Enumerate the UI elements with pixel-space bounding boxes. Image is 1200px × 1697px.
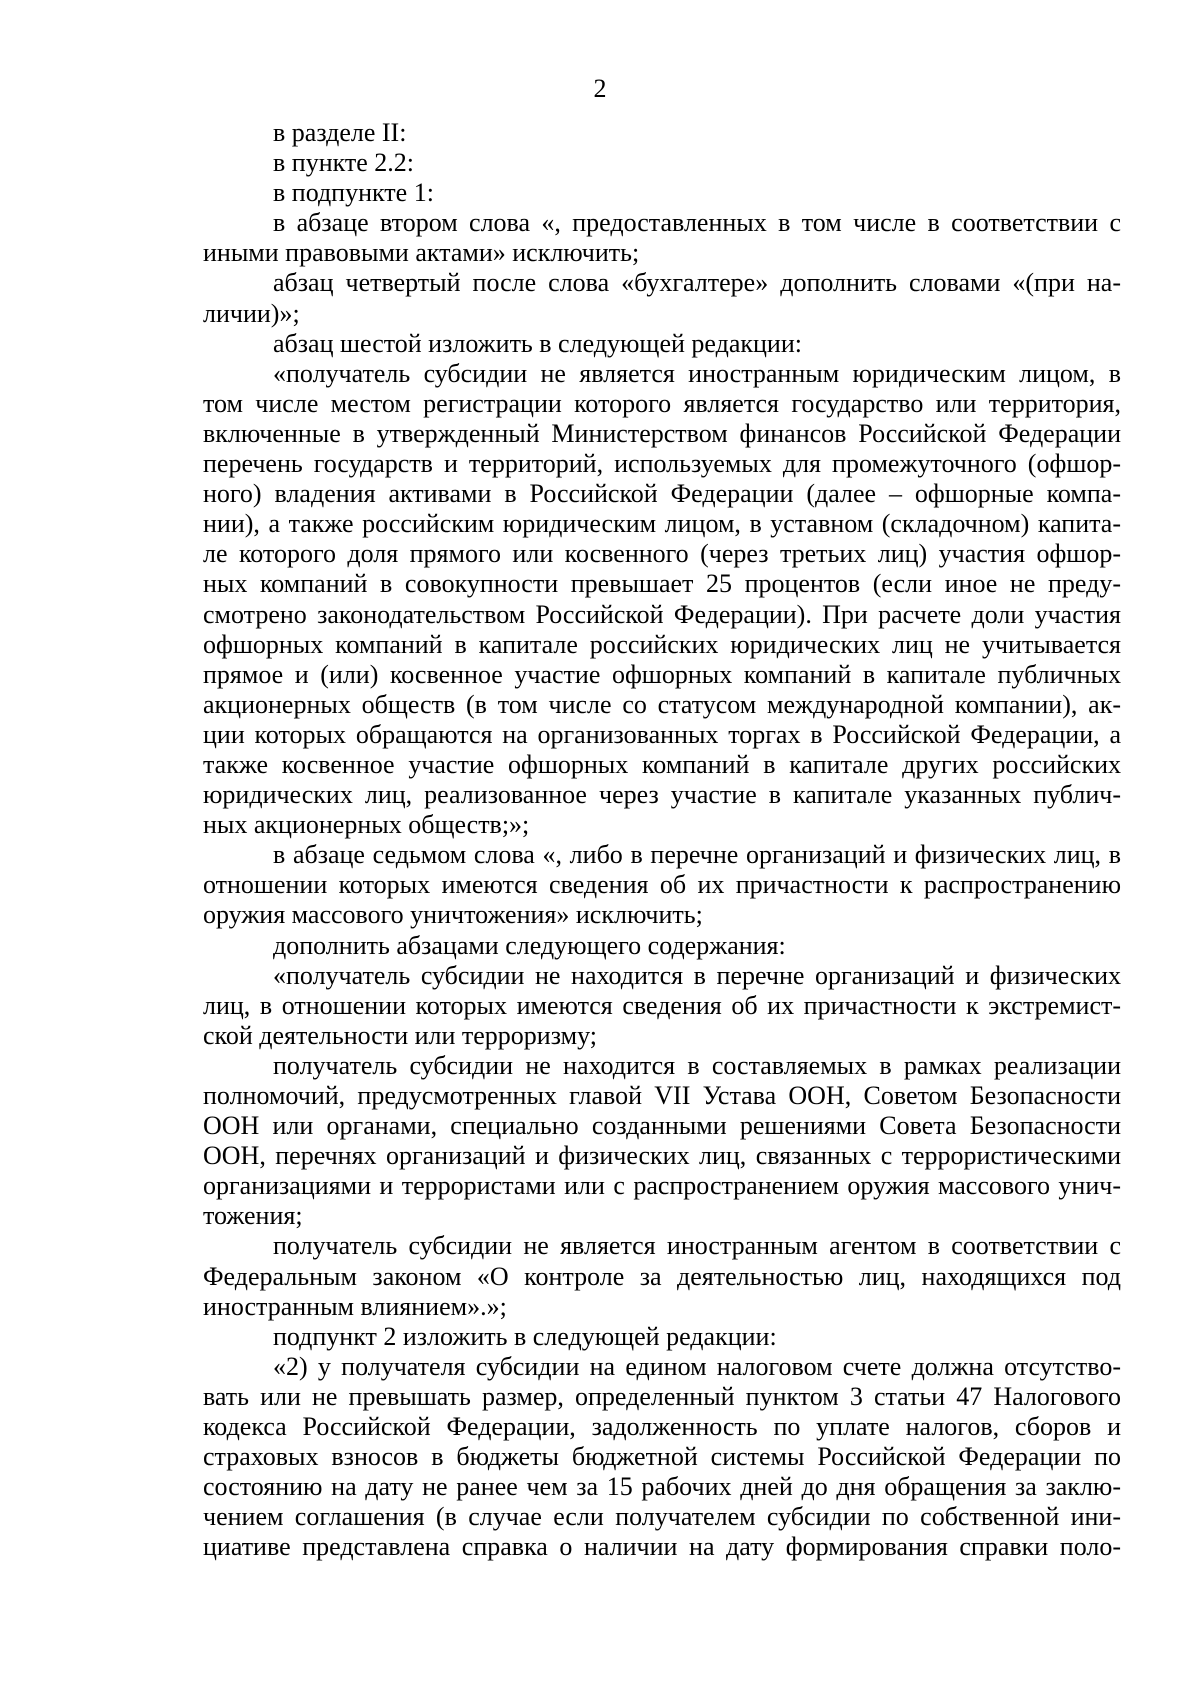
text-line: включенные в утвержденный Министерством финансов Российской Федерации <box>203 418 1121 448</box>
text-line: получатель субсидии не находится в составляемых в рамках реализации <box>273 1050 1121 1080</box>
text-line: состоянию на дату не ранее чем за 15 рабочих дней до дня обращения за заклю- <box>203 1472 1121 1502</box>
text-line: кодекса Российской Федерации, задолженность по уплате налогов, сборов и <box>203 1412 1121 1442</box>
text-line: личии)»; <box>203 298 300 328</box>
text-line: Федеральным законом «О контроле за деятельностью лиц, находящихся под <box>203 1261 1121 1291</box>
text-line: «получатель субсидии не является иностранным юридическим лицом, в <box>273 358 1121 388</box>
text-line: иностранным влиянием».»; <box>203 1291 507 1321</box>
text-line: перечень государств и территорий, используемых для промежуточного (офшор- <box>203 449 1121 479</box>
text-line: подпункт 2 изложить в следующей редакции: <box>273 1321 777 1351</box>
text-line: чением соглашения (в случае если получателем субсидии по собственной ини- <box>203 1502 1121 1532</box>
text-line: абзац шестой изложить в следующей редакции: <box>273 328 802 358</box>
text-line: «2) у получателя субсидии на едином налоговом счете должна отсутство- <box>273 1351 1121 1381</box>
text-line: отношении которых имеются сведения об их причастности к распространению <box>203 870 1121 900</box>
text-line: ных акционерных обществ;»; <box>203 810 530 840</box>
text-line: том числе местом регистрации которого является государство или территория, <box>203 388 1121 418</box>
document-body <box>203 118 1121 1563</box>
text-line: лиц, в отношении которых имеются сведения об их причастности к экстремист- <box>203 990 1121 1020</box>
text-line: ООН или органами, специально созданными решениями Совета Безопасности <box>203 1111 1121 1141</box>
text-line: ных компаний в совокупности превышает 25 процентов (если иное не преду- <box>203 569 1121 599</box>
text-line: циативе представлена справка о наличии на дату формирования справки поло- <box>203 1532 1121 1562</box>
text-line: в разделе II: <box>273 118 407 147</box>
text-line: смотрено законодательством Российской Федерации). При расчете доли участия <box>203 599 1121 629</box>
page-number: 2 <box>593 74 607 103</box>
text-line: страховых взносов в бюджеты бюджетной системы Российской Федерации по <box>203 1442 1121 1472</box>
text-line: нии), а также российским юридическим лицом, в уставном (складочном) капита- <box>203 509 1121 539</box>
text-line: юридических лиц, реализованное через участие в капитале указанных публич- <box>203 780 1121 810</box>
text-line: в абзаце втором слова «, предоставленных в том числе в соответствии с <box>273 208 1121 238</box>
text-line: также косвенное участие офшорных компаний в капитале других российских <box>203 749 1121 779</box>
text-line: в пункте 2.2: <box>273 148 415 178</box>
text-line: дополнить абзацами следующего содержания: <box>273 930 786 960</box>
text-line: «получатель субсидии не находится в перечне организаций и физических <box>273 960 1121 990</box>
text-line: ного) владения активами в Российской Федерации (далее – офшорные компа- <box>203 479 1121 509</box>
text-line: ской деятельности или терроризму; <box>203 1020 597 1050</box>
text-line: получатель субсидии не является иностранным агентом в соответствии с <box>273 1231 1121 1261</box>
text-line: вать или не превышать размер, определенный пунктом 3 статьи 47 Налогового <box>203 1381 1121 1411</box>
text-line: прямое и (или) косвенное участие офшорных компаний в капитале публичных <box>203 659 1121 689</box>
text-line: полномочий, предусмотренных главой VII Устава ООН, Советом Безопасности <box>203 1081 1121 1110</box>
text-line: акционерных обществ (в том числе со статусом международной компании), ак- <box>203 689 1121 719</box>
text-line: в подпункте 1: <box>273 178 434 208</box>
text-line: офшорных компаний в капитале российских юридических лиц не учитывается <box>203 629 1121 659</box>
text-line: оружия массового уничтожения» исключить; <box>203 900 703 930</box>
text-line: иными правовыми актами» исключить; <box>203 238 640 268</box>
text-line: в абзаце седьмом слова «, либо в перечне организаций и физических лиц, в <box>273 840 1121 870</box>
text-line: ле которого доля прямого или косвенного (через третьих лиц) участия офшор- <box>203 539 1121 569</box>
text-line: тожения; <box>203 1201 303 1231</box>
text-line: абзац четвертый после слова «бухгалтере» дополнить словами «(при на- <box>273 268 1121 298</box>
text-line: организациями и террористами или с распространением оружия массового унич- <box>203 1171 1121 1201</box>
text-line: ООН, перечнях организаций и физических лиц, связанных с террористическими <box>203 1141 1121 1171</box>
text-line: ции которых обращаются на организованных торгах в Российской Федерации, а <box>203 719 1121 749</box>
